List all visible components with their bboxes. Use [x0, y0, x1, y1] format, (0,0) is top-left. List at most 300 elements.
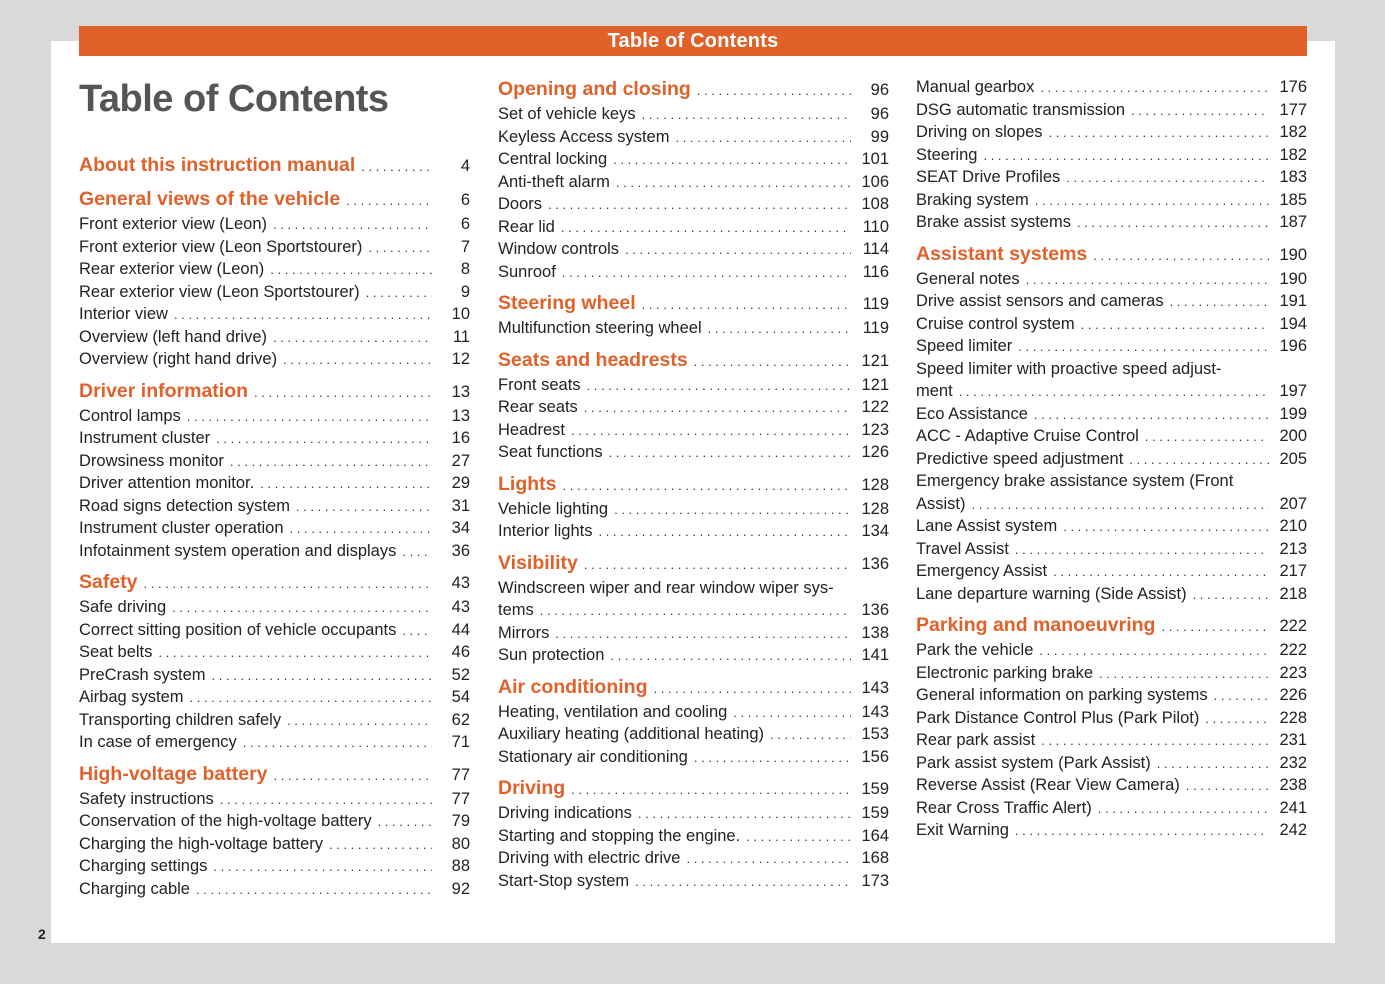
dot-leader: [1186, 775, 1269, 798]
toc-entry[interactable]: [498, 599, 889, 622]
page-ref: 108: [861, 195, 889, 213]
dot-leader: [1157, 753, 1269, 776]
banner-title: Table of Contents: [607, 29, 779, 52]
entry-title: Auxiliary heating (additional heating): [498, 725, 764, 743]
page-ref: 101: [861, 150, 889, 168]
toc-entry[interactable]: [79, 495, 470, 518]
dot-leader: [216, 428, 432, 451]
page-ref: 11: [452, 327, 470, 346]
section-title: Visibility: [498, 551, 578, 574]
toc-section-heading[interactable]: [79, 152, 470, 179]
page-ref: 222: [1279, 641, 1307, 659]
entry-title: Driver attention monitor.: [79, 474, 255, 492]
page-ref: 88: [451, 857, 470, 875]
page-ref: 226: [1279, 686, 1307, 704]
toc-entry[interactable]: [916, 268, 1307, 291]
page-ref: 43: [451, 598, 470, 616]
toc-entry[interactable]: [916, 684, 1307, 707]
toc-entry[interactable]: [916, 752, 1307, 775]
toc-entry[interactable]: [916, 403, 1307, 426]
toc-entry[interactable]: [916, 313, 1307, 336]
toc-entry[interactable]: [79, 405, 470, 428]
dot-leader: [190, 687, 432, 710]
entry-title: Brake assist systems: [916, 213, 1071, 231]
dot-leader: [770, 724, 851, 747]
toc-entry[interactable]: [916, 583, 1307, 606]
page-ref: 77: [451, 765, 470, 784]
page-ref: 52: [451, 665, 470, 684]
toc-entry[interactable]: [79, 213, 470, 236]
toc-entry[interactable]: [79, 878, 470, 901]
entry-title: Mirrors: [498, 623, 550, 642]
page-ref: 159: [861, 804, 889, 822]
page-ref: 121: [861, 375, 889, 394]
dot-leader: [1015, 820, 1269, 843]
dot-leader: [555, 623, 851, 646]
dot-leader: [642, 104, 851, 127]
dot-leader: [273, 214, 432, 237]
dot-leader: [1205, 708, 1269, 731]
page-ref: 228: [1279, 708, 1307, 727]
toc-entry[interactable]: [916, 166, 1307, 189]
dot-leader: [290, 518, 432, 541]
dot-leader: [361, 153, 432, 180]
entry-title: Infotainment system operation and displays: [79, 541, 397, 560]
dot-leader: [614, 499, 851, 522]
dot-leader: [708, 318, 851, 341]
dot-leader: [610, 645, 851, 668]
dot-leader: [686, 848, 851, 871]
page-ref: 218: [1279, 584, 1307, 603]
toc-section-heading[interactable]: [498, 674, 889, 701]
section-title: Steering wheel: [498, 292, 636, 314]
toc-entry[interactable]: [498, 644, 889, 667]
toc-entry[interactable]: [498, 238, 889, 261]
entry-title: Lane departure warning (Side Assist): [916, 584, 1187, 603]
page-ref: 10: [451, 305, 470, 323]
toc-entry[interactable]: [79, 517, 470, 540]
entry-title: Safety instructions: [79, 789, 214, 808]
page-ref: 205: [1279, 449, 1307, 468]
dot-leader: [584, 551, 851, 578]
page-ref: 6: [460, 215, 470, 233]
toc-entry[interactable]: [916, 76, 1307, 99]
dot-leader: [296, 496, 432, 519]
dot-leader: [274, 762, 432, 789]
toc-section-heading[interactable]: [498, 290, 889, 317]
toc-entry[interactable]: [498, 622, 889, 645]
dot-leader: [562, 262, 851, 285]
entry-title: Front exterior view (Leon Sportstourer): [79, 237, 363, 256]
entry-title: Interior lights: [498, 522, 593, 540]
dot-leader: [1039, 640, 1269, 663]
toc-entry[interactable]: [498, 419, 889, 442]
page-ref: 119: [862, 295, 889, 313]
dot-leader: [1018, 336, 1269, 359]
toc-entry[interactable]: [916, 99, 1307, 122]
toc-entry[interactable]: [916, 448, 1307, 471]
page-number: 2: [38, 926, 46, 942]
dot-leader: [1081, 314, 1269, 337]
entry-title: Seat functions: [498, 443, 603, 461]
toc-entry[interactable]: [498, 746, 889, 769]
dot-leader: [697, 77, 851, 104]
toc-entry[interactable]: [916, 707, 1307, 730]
dot-leader: [1131, 100, 1269, 123]
section-title: Lights: [498, 472, 557, 495]
dot-leader: [1161, 613, 1269, 640]
page-ref: 36: [451, 541, 470, 560]
toc-column-1: [79, 152, 470, 900]
dot-leader: [571, 420, 851, 443]
page-ref: 159: [861, 780, 889, 798]
dot-leader: [540, 600, 851, 623]
page-ref: 126: [861, 443, 889, 461]
page-ref: 116: [862, 262, 889, 281]
toc-entry[interactable]: [916, 729, 1307, 752]
page-ref: 231: [1279, 731, 1307, 749]
entry-title: Rear exterior view (Leon): [79, 260, 265, 278]
page-ref: 122: [861, 398, 889, 416]
toc-entry[interactable]: [916, 121, 1307, 144]
toc-section-heading[interactable]: [79, 569, 470, 596]
page-ref: 238: [1279, 776, 1307, 794]
toc-entry[interactable]: [916, 211, 1307, 234]
toc-entry[interactable]: [498, 802, 889, 825]
dot-leader: [675, 127, 851, 150]
dot-leader: [368, 237, 432, 260]
entry-title: Sunroof: [498, 262, 556, 281]
entry-title: Anti-theft alarm: [498, 172, 610, 191]
dot-leader: [243, 732, 432, 755]
entry-title: Assist): [916, 494, 966, 513]
entry-title: Steering: [916, 145, 978, 164]
section-title: General views of the vehicle: [79, 188, 341, 210]
entry-title: In case of emergency: [79, 733, 237, 751]
toc-entry[interactable]: [916, 662, 1307, 685]
entry-title: Control lamps: [79, 406, 181, 425]
entry-title: Rear Cross Traffic Alert): [916, 798, 1092, 817]
entry-title: Starting and stopping the engine.: [498, 826, 741, 845]
entry-title: Cruise control system: [916, 314, 1075, 333]
toc-entry[interactable]: [916, 144, 1307, 167]
dot-leader: [609, 442, 851, 465]
dot-leader: [273, 327, 432, 350]
dot-leader: [230, 451, 432, 474]
toc-entry[interactable]: [79, 303, 470, 326]
entry-title: Charging cable: [79, 879, 190, 898]
toc-section-heading[interactable]: [79, 378, 470, 405]
page-ref: 128: [861, 475, 889, 494]
dot-leader: [571, 776, 851, 803]
dot-leader: [196, 879, 432, 902]
toc-section-heading[interactable]: [498, 471, 889, 498]
page-ref: 46: [451, 643, 470, 661]
entry-title: Safe driving: [79, 598, 167, 616]
toc-entry[interactable]: [79, 686, 470, 709]
toc-entry-wrapped-line[interactable]: Emergency brake assistance system (Front: [916, 472, 1234, 490]
entry-title: Lane Assist system: [916, 517, 1058, 535]
toc-entry[interactable]: [79, 833, 470, 856]
dot-leader: [402, 620, 432, 643]
entry-title: Rear exterior view (Leon Sportstourer): [79, 282, 360, 301]
page-ref: 99: [870, 127, 889, 146]
toc-entry[interactable]: [916, 515, 1307, 538]
entry-title: Travel Assist: [916, 539, 1009, 558]
toc-entry[interactable]: [79, 281, 470, 304]
entry-title: Road signs detection system: [79, 496, 290, 515]
entry-title: Predictive speed adjustment: [916, 449, 1124, 468]
toc-entry[interactable]: [79, 855, 470, 878]
dot-leader: [402, 541, 432, 564]
dot-leader: [616, 172, 851, 195]
dot-leader: [213, 856, 432, 879]
toc-entry[interactable]: [498, 870, 889, 893]
dot-leader: [653, 675, 851, 702]
toc-entry[interactable]: [498, 825, 889, 848]
toc-entry[interactable]: [498, 193, 889, 216]
page-ref: 136: [861, 554, 889, 573]
page-ref: 80: [451, 834, 470, 853]
toc-entry[interactable]: [79, 641, 470, 664]
page-ref: 138: [861, 623, 889, 642]
dot-leader: [1035, 190, 1269, 213]
page-ref: 13: [451, 382, 470, 401]
section-title: Parking and manoeuvring: [916, 614, 1156, 636]
page-ref: 190: [1279, 245, 1307, 264]
entry-title: Central locking: [498, 150, 608, 168]
page-ref: 187: [1279, 213, 1307, 231]
toc-entry[interactable]: [498, 148, 889, 171]
section-title: Air conditioning: [498, 675, 648, 698]
toc-section-heading[interactable]: [916, 612, 1307, 639]
toc-entry[interactable]: [79, 810, 470, 833]
entry-title: Driving with electric drive: [498, 849, 681, 867]
toc-entry[interactable]: [916, 380, 1307, 403]
toc-entry[interactable]: [498, 701, 889, 724]
dot-leader: [287, 710, 432, 733]
toc-entry[interactable]: [79, 472, 470, 495]
entry-title: ment: [916, 382, 953, 400]
entry-title: Emergency Assist: [916, 562, 1048, 580]
entry-title: tems: [498, 601, 534, 619]
entry-title: Start-Stop system: [498, 871, 630, 890]
page-ref: 79: [451, 812, 470, 830]
entry-title: Driving indications: [498, 804, 632, 822]
toc-entry-wrapped-line[interactable]: Windscreen wiper and rear window wiper sys-: [498, 578, 834, 597]
toc-entry[interactable]: [916, 290, 1307, 313]
toc-entry[interactable]: [498, 374, 889, 397]
dot-leader: [1015, 539, 1269, 562]
toc-section-heading[interactable]: [79, 186, 470, 213]
toc-entry[interactable]: [498, 216, 889, 239]
toc-entry[interactable]: [498, 441, 889, 464]
toc-entry[interactable]: [916, 797, 1307, 820]
entry-title: Driving on slopes: [916, 123, 1043, 141]
page-ref: 96: [870, 105, 889, 123]
toc-entry[interactable]: [79, 731, 470, 754]
header-banner: [79, 26, 1307, 56]
toc-entry[interactable]: [498, 498, 889, 521]
toc-entry[interactable]: [79, 427, 470, 450]
toc-column-2: [498, 76, 889, 892]
toc-entry[interactable]: [79, 258, 470, 281]
toc-entry[interactable]: [79, 236, 470, 259]
toc-entry[interactable]: [79, 596, 470, 619]
dot-leader: [378, 811, 432, 834]
page-ref: 213: [1279, 539, 1307, 558]
toc-section-heading[interactable]: [916, 241, 1307, 268]
dot-leader: [635, 871, 851, 894]
toc-entry[interactable]: [79, 788, 470, 811]
section-title: Driver information: [79, 379, 249, 402]
toc-section-heading[interactable]: [79, 761, 470, 788]
page-ref: 71: [451, 733, 470, 751]
toc-entry[interactable]: [498, 317, 889, 340]
dot-leader: [613, 149, 851, 172]
toc-section-heading[interactable]: [498, 550, 889, 577]
toc-entry[interactable]: [916, 538, 1307, 561]
dot-leader: [638, 803, 851, 826]
toc-entry-wrapped-line[interactable]: Speed limiter with proactive speed adjust-: [916, 359, 1222, 378]
toc-entry[interactable]: [498, 847, 889, 870]
entry-title: Reverse Assist (Rear View Camera): [916, 776, 1180, 794]
toc-section-heading[interactable]: [498, 347, 889, 374]
toc-section-heading[interactable]: [498, 775, 889, 802]
section-title: Seats and headrests: [498, 348, 688, 371]
toc-entry[interactable]: [916, 425, 1307, 448]
dot-leader: [1145, 426, 1269, 449]
page-ref: 176: [1279, 78, 1307, 96]
page-ref: 54: [451, 688, 470, 706]
entry-title: Charging the high-voltage battery: [79, 834, 323, 853]
page-ref: 136: [861, 601, 889, 619]
dot-leader: [212, 665, 432, 688]
dot-leader: [1170, 291, 1269, 314]
dot-leader: [1098, 798, 1269, 821]
dot-leader: [1214, 685, 1269, 708]
toc-entry[interactable]: [498, 520, 889, 543]
dot-leader: [1066, 167, 1269, 190]
dot-leader: [1053, 561, 1269, 584]
toc-entry[interactable]: [79, 450, 470, 473]
dot-leader: [1099, 663, 1269, 686]
page-ref: 199: [1279, 404, 1307, 423]
page-ref: 196: [1279, 337, 1307, 355]
entry-title: Conservation of the high-voltage battery: [79, 812, 372, 830]
toc-section-heading[interactable]: [498, 76, 889, 103]
toc-entry[interactable]: [916, 493, 1307, 516]
page-ref: 31: [451, 496, 470, 515]
page-ref: 173: [861, 871, 889, 890]
page-ref: 143: [861, 678, 889, 697]
entry-title: Seat belts: [79, 643, 153, 661]
toc-entry[interactable]: [79, 348, 470, 371]
toc-entry[interactable]: [498, 396, 889, 419]
dot-leader: [174, 304, 432, 327]
section-title: Opening and closing: [498, 78, 691, 100]
entry-title: Window controls: [498, 240, 620, 258]
entry-title: ACC - Adaptive Cruise Control: [916, 427, 1139, 445]
entry-title: Eco Assistance: [916, 404, 1028, 423]
toc-entry[interactable]: [498, 261, 889, 284]
page-ref: 177: [1279, 100, 1307, 119]
toc-entry[interactable]: [916, 189, 1307, 212]
page-ref: 12: [451, 350, 470, 368]
toc-entry[interactable]: [498, 171, 889, 194]
entry-title: Front exterior view (Leon): [79, 215, 267, 233]
page-ref: 241: [1279, 798, 1307, 817]
toc-entry[interactable]: [916, 639, 1307, 662]
page-ref: 34: [451, 519, 470, 537]
toc-entry[interactable]: [79, 540, 470, 563]
toc-entry[interactable]: [79, 619, 470, 642]
dot-leader: [346, 187, 432, 214]
toc-entry[interactable]: [498, 103, 889, 126]
dot-leader: [548, 194, 851, 217]
dot-leader: [366, 282, 432, 305]
entry-title: General notes: [916, 269, 1020, 288]
dot-leader: [733, 702, 851, 725]
entry-title: Rear seats: [498, 398, 578, 416]
dot-leader: [329, 834, 432, 857]
dot-leader: [584, 397, 851, 420]
dot-leader: [270, 259, 432, 282]
dot-leader: [172, 597, 432, 620]
page-ref: 16: [451, 429, 470, 447]
page-ref: 143: [861, 702, 889, 721]
entry-title: SEAT Drive Profiles: [916, 168, 1061, 186]
entry-title: Front seats: [498, 375, 581, 394]
toc-entry[interactable]: [79, 326, 470, 349]
page-ref: 153: [861, 725, 889, 743]
dot-leader: [220, 789, 432, 812]
toc-entry[interactable]: [916, 774, 1307, 797]
entry-title: DSG automatic transmission: [916, 100, 1126, 119]
toc-entry[interactable]: [498, 723, 889, 746]
page-ref: 141: [861, 646, 889, 664]
page-ref: 29: [451, 474, 470, 492]
dot-leader: [1041, 730, 1269, 753]
entry-title: Vehicle lighting: [498, 499, 609, 518]
toc-entry[interactable]: [916, 819, 1307, 842]
toc-entry[interactable]: [79, 664, 470, 687]
entry-title: Speed limiter: [916, 337, 1013, 355]
toc-entry[interactable]: [79, 709, 470, 732]
dot-leader: [283, 349, 432, 372]
page-ref: 44: [451, 620, 470, 639]
dot-leader: [694, 348, 851, 375]
entry-title: Charging settings: [79, 857, 208, 875]
toc-entry[interactable]: [916, 335, 1307, 358]
entry-title: Doors: [498, 195, 543, 213]
dot-leader: [1034, 404, 1269, 427]
dot-leader: [187, 406, 432, 429]
page-ref: 6: [460, 191, 470, 209]
page-ref: 223: [1279, 663, 1307, 682]
entry-title: Electronic parking brake: [916, 663, 1094, 682]
toc-column-3: [916, 76, 1307, 842]
page-ref: 183: [1279, 168, 1307, 186]
page-ref: 156: [861, 747, 889, 766]
page-ref: 182: [1279, 145, 1307, 164]
section-title: About this instruction manual: [79, 154, 356, 176]
toc-entry[interactable]: [916, 560, 1307, 583]
toc-entry[interactable]: [498, 126, 889, 149]
page-ref: 217: [1279, 562, 1307, 580]
page-ref: 190: [1279, 269, 1307, 288]
entry-title: Sun protection: [498, 646, 605, 664]
